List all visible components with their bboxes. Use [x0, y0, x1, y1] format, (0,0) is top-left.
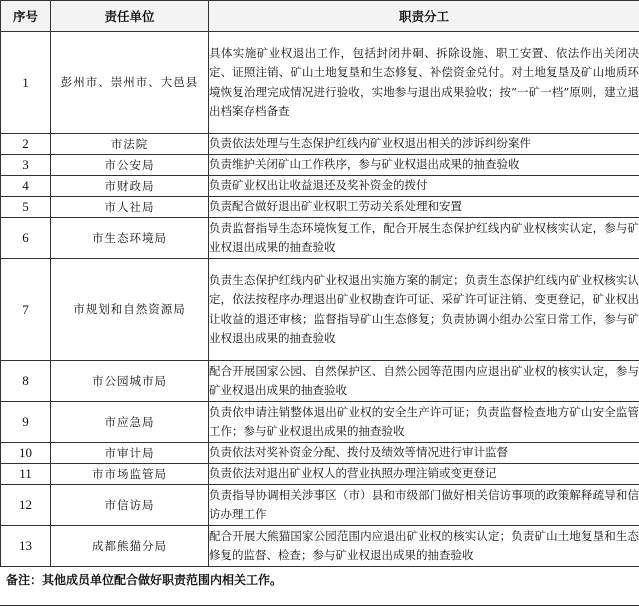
- table-row: [1, 464, 639, 485]
- row-duty: 负责维护关闭矿山工作秩序，参与矿业权退出成果的抽查验收: [209, 155, 639, 176]
- row-unit: 市应急局: [51, 402, 209, 443]
- row-unit: 市规划和自然资源局: [51, 259, 209, 361]
- header-no: 序号: [1, 1, 51, 32]
- table-row: [1, 402, 639, 443]
- table-row: [1, 176, 639, 197]
- row-duty: 负责依法处理与生态保护红线内矿业权退出相关的涉诉纠纷案件: [209, 134, 639, 155]
- table-row: [1, 259, 639, 361]
- row-no: 11: [1, 464, 51, 485]
- row-unit: 市信访局: [51, 485, 209, 526]
- row-no: 10: [1, 443, 51, 464]
- row-no: 9: [1, 402, 51, 443]
- header-duty: 职责分工: [209, 1, 639, 32]
- table-row: [1, 134, 639, 155]
- row-no: 6: [1, 218, 51, 259]
- table-row: [1, 443, 639, 464]
- row-unit: 市公安局: [51, 155, 209, 176]
- row-no: 1: [1, 32, 51, 134]
- table-note: 备注：其他成员单位配合做好职责范围内相关工作。: [6, 573, 283, 587]
- row-duty: 配合开展国家公园、自然保护区、自然公园等范围内应退出矿业权的核实认定，参与矿业权退出成果的抽查验收: [209, 361, 639, 402]
- row-no: 3: [1, 155, 51, 176]
- row-unit: 市审计局: [51, 443, 209, 464]
- row-duty: 负责矿业权出让收益退还及奖补资金的拨付: [209, 176, 639, 197]
- row-unit: 成都熊猫分局: [51, 526, 209, 567]
- table-row: [1, 218, 639, 259]
- row-no: 8: [1, 361, 51, 402]
- row-no: 2: [1, 134, 51, 155]
- table-row: [1, 32, 639, 134]
- row-no: 12: [1, 485, 51, 526]
- row-duty: 负责依法对奖补资金分配、拨付及绩效等情况进行审计监督: [209, 443, 639, 464]
- header-row: [1, 1, 639, 32]
- header-unit: 责任单位: [51, 1, 209, 32]
- table-row: [1, 197, 639, 218]
- row-unit: 市生态环境局: [51, 218, 209, 259]
- row-unit: 市市场监管局: [51, 464, 209, 485]
- row-no: 5: [1, 197, 51, 218]
- table-row: [1, 155, 639, 176]
- row-unit: 市财政局: [51, 176, 209, 197]
- row-no: 4: [1, 176, 51, 197]
- row-unit: 市法院: [51, 134, 209, 155]
- row-unit: 彭州市、崇州市、大邑县: [51, 32, 209, 134]
- row-unit: 市公园城市局: [51, 361, 209, 402]
- row-duty: 负责配合做好退出矿业权职工劳动关系处理和安置: [209, 197, 639, 218]
- row-no: 7: [1, 259, 51, 361]
- row-duty: 负责指导协调相关涉事区（市）县和市级部门做好相关信访事项的政策解释疏导和信访办理工作: [209, 485, 639, 526]
- table-row: [1, 485, 639, 526]
- row-duty: 负责依法对退出矿业权人的营业执照办理注销或变更登记: [209, 464, 639, 485]
- row-duty: 负责监督指导生态环境恢复工作，配合开展生态保护红线内矿业权核实认定，参与矿业权退出成果的抽查验收: [209, 218, 639, 259]
- row-duty: 负责生态保护红线内矿业权退出实施方案的制定；负责生态保护红线内矿业权核实认定，依法按程序办理退出矿业权勘查许可证、采矿许可证注销、变更登记，矿业权出让收益的退还审核；监督指导矿山生态修复；负责协调小组办公室日常工作，参与矿业权退出成果的抽查验收: [209, 259, 639, 361]
- row-duty: 配合开展大熊猫国家公园范围内应退出矿业权的核实认定；负责矿山土地复垦和生态修复的监督、检查；参与矿业权退出成果的抽查验收: [209, 526, 639, 567]
- row-duty: 具体实施矿业权退出工作，包括封闭井硐、拆除设施、职工安置、依法作出关闭决定、证照注销、矿山土地复垦和生态修复、补偿资金兑付。对土地复垦及矿山地质环境恢复治理完成情况进行验收，实地参与退出成果验收；按“一矿一档”原则，建立退出档案存档备查: [209, 32, 639, 134]
- row-no: 13: [1, 526, 51, 567]
- row-unit: 市人社局: [51, 197, 209, 218]
- table-row: [1, 526, 639, 567]
- row-duty: 负责依申请注销整体退出矿业权的安全生产许可证；负责监督检查地方矿山安全监管工作；参与矿业权退出成果的抽查验收: [209, 402, 639, 443]
- table-row: [1, 361, 639, 402]
